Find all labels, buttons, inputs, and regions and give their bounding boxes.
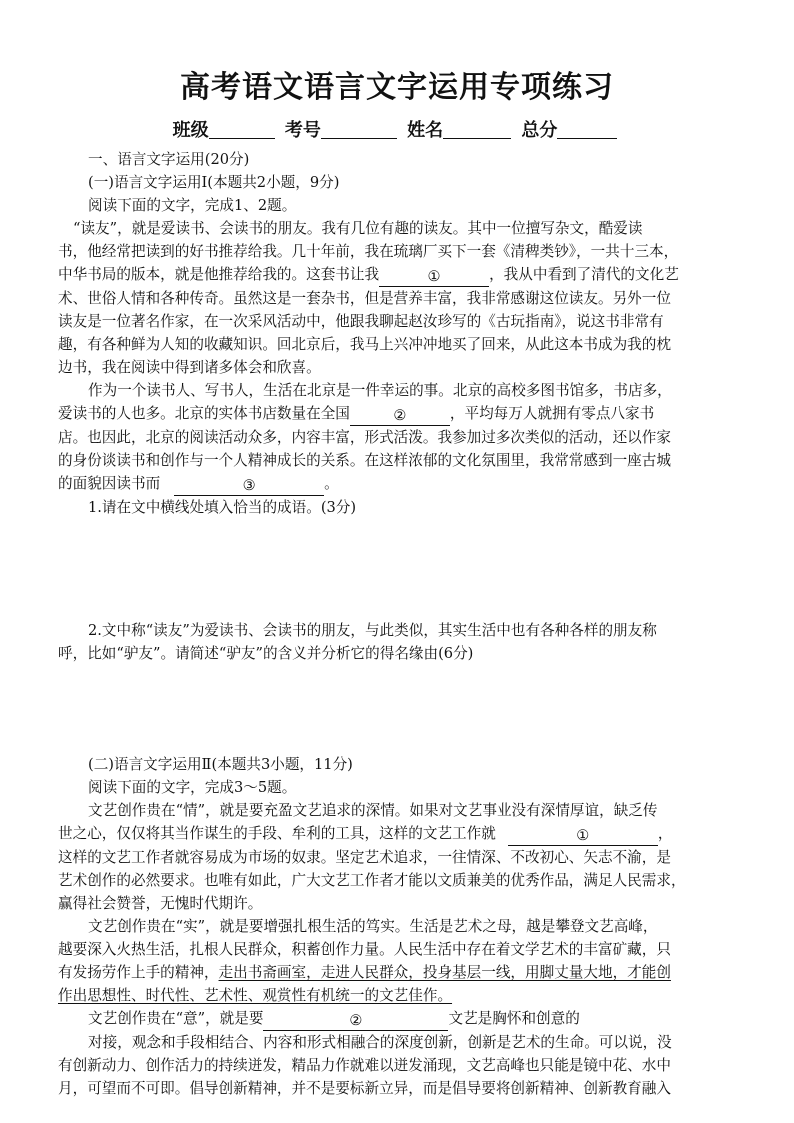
text-span: 文艺是胸怀和创意的: [448, 1010, 580, 1027]
text-span: ，平均每万人就拥有零点八家书: [449, 405, 655, 422]
passage2-paragraph2: [58, 915, 738, 1007]
paragraph-line: [58, 472, 738, 496]
text-span: 。: [324, 475, 339, 492]
text-span: 中华书局的版本，就是他推荐给我的。这套书让我: [58, 266, 380, 283]
paragraph-line: 月，可望而不可即。倡导创新精神，并不是要标新立异，而是倡导要将创新精神、创新教育融入: [58, 1080, 671, 1097]
part2-heading: (二)语言文字运用Ⅱ(本题共3小题，11分): [88, 756, 353, 773]
number-label: 考号: [284, 120, 321, 141]
paragraph-line: 文艺创作贵在“实”，就是要增强扎根生活的笃实。生活是艺术之母，越是攀登文艺高峰，: [88, 918, 658, 935]
answer-blank-5[interactable]: ②: [263, 1012, 448, 1031]
name-label: 姓名: [407, 120, 444, 141]
underlined-sentence: 走出书斋画室，走进人民群众，投身基层一线，用脚丈量大地，才能创: [218, 964, 671, 981]
paragraph-line: 赢得社会赞誉，无愧时代期许。: [58, 895, 263, 912]
section-heading: 一、语言文字运用(20分): [88, 151, 250, 168]
answer-space-2[interactable]: [58, 665, 738, 753]
text-span: ，: [657, 825, 673, 842]
text-span: ，我从中看到了清代的文化艺: [489, 266, 679, 283]
question-1: 1.请在文中横线处填入恰当的成语。(3分): [88, 499, 357, 516]
score-label: 总分: [521, 120, 558, 141]
paragraph-line: 趣，有各种鲜为人知的收藏知识。回北京后，我马上兴冲冲地买了回来，从此这本书成为我的枕: [58, 336, 671, 353]
paragraph-line: [58, 1007, 738, 1031]
part1-heading: (一)语言文字运用Ⅰ(本题共2小题，9分): [88, 174, 340, 191]
paragraph-line: 艺术创作的必然要求。也唯有如此，广大文艺工作者才能以文质兼美的优秀作品，满足人民需求，: [58, 872, 686, 889]
paragraph-line: 对接，观念和手段相结合、内容和形式相融合的深度创新，创新是艺术的生命。可以说，没: [88, 1034, 672, 1051]
student-info-row: [0, 116, 794, 142]
paragraph-line: 有创新动力、创作活力的持续迸发，精品力作就难以迸发涌现，文艺高峰也只能是镜中花、水中: [58, 1057, 671, 1074]
part2-instruction: 阅读下面的文字，完成3～5题。: [88, 779, 297, 796]
passage2-paragraph1: [58, 799, 738, 915]
question-2-line1: 2.文中称“读友”为爱读书、会读书的朋友，与此类似，其实生活中也有各种各样的朋友称: [88, 622, 657, 639]
score-blank[interactable]: [557, 120, 617, 139]
text-span: 文艺创作贵在“意”，就是要: [88, 1010, 264, 1027]
paragraph-line: 这样的文艺工作者就容易成为市场的奴隶。坚定艺术追求，一往情深、不改初心、矢志不渝，是: [58, 849, 671, 866]
paragraph-line: [58, 263, 738, 287]
question-2-line2: 呼，比如“驴友”。请简述“驴友”的含义并分析它的得名缘由(6分): [58, 645, 474, 662]
passage1-paragraph1: [58, 217, 738, 379]
text-span: 世之心，仅仅将其当作谋生的手段、牟利的工具，这样的文艺工作就: [58, 825, 496, 842]
passage2-paragraph3: [58, 1007, 738, 1100]
text-span: 的面貌因读书而: [58, 475, 161, 492]
paragraph-line: 店。也因此，北京的阅读活动众多，内容丰富，形式活泼。我参加过多次类似的活动，还以作家: [58, 429, 671, 446]
exam-content: [58, 148, 738, 1100]
paragraph-line: 术、世俗人情和各种传奇。虽然这是一套杂书，但是营养丰富，我非常感谢这位读友。另外一位: [58, 290, 671, 307]
answer-blank-2[interactable]: ②: [350, 407, 450, 426]
passage1-paragraph2: [58, 379, 738, 496]
paragraph-line: 边书，我在阅读中得到诸多体会和欣喜。: [58, 359, 321, 376]
paragraph-line: [58, 984, 738, 1007]
paragraph-line: 的身份谈读书和创作与一个人精神成长的关系。在这样浓郁的文化氛围里，我常常感到一座古城: [58, 452, 671, 469]
paragraph-line: [58, 822, 738, 846]
underlined-sentence: 作出思想性、时代性、艺术性、观赏性有机统一的文艺佳作。: [58, 987, 453, 1004]
paragraph-line: [58, 402, 738, 426]
name-blank[interactable]: [443, 120, 511, 139]
paragraph-line: [58, 961, 738, 984]
paragraph-line: 作为一个读书人、写书人，生活在北京是一件幸运的事。北京的高校多图书馆多，书店多，: [88, 382, 672, 399]
class-label: 班级: [172, 120, 209, 141]
paragraph-line: 文艺创作贵在“情”，就是要充盈文艺追求的深情。如果对文艺事业没有深情厚谊，缺乏传: [88, 802, 658, 819]
number-blank[interactable]: [321, 120, 397, 139]
class-blank[interactable]: [209, 120, 275, 139]
paragraph-line: 书，他经常把读到的好书推荐给我。几十年前，我在琉璃厂买下一套《清稗类钞》，一共十三本，: [58, 243, 679, 260]
answer-space-1[interactable]: [58, 519, 738, 619]
answer-blank-4[interactable]: ①: [508, 827, 658, 846]
paragraph-line: “读友”，就是爱读书、会读书的朋友。我有几位有趣的读友。其中一位擅写杂文，酷爱读: [73, 220, 643, 237]
text-span: 爱读书的人也多。北京的实体书店数量在全国: [58, 405, 350, 422]
text-span: 有发扬劳作上手的精神，: [58, 964, 219, 981]
answer-blank-1[interactable]: ①: [379, 268, 489, 287]
page-title: 高考语文语言文字运用专项练习: [180, 70, 614, 105]
part1-instruction: 阅读下面的文字，完成1、2题。: [88, 197, 297, 214]
answer-blank-3[interactable]: ③: [174, 477, 324, 496]
paragraph-line: 读友是一位著名作家，在一次采风活动中，他跟我聊起赵汝珍写的《古玩指南》，说这书非常有: [58, 313, 664, 330]
paragraph-line: 越要深入火热生活，扎根人民群众，积蓄创作力量。人民生活中存在着文学艺术的丰富矿藏，只: [58, 941, 671, 958]
